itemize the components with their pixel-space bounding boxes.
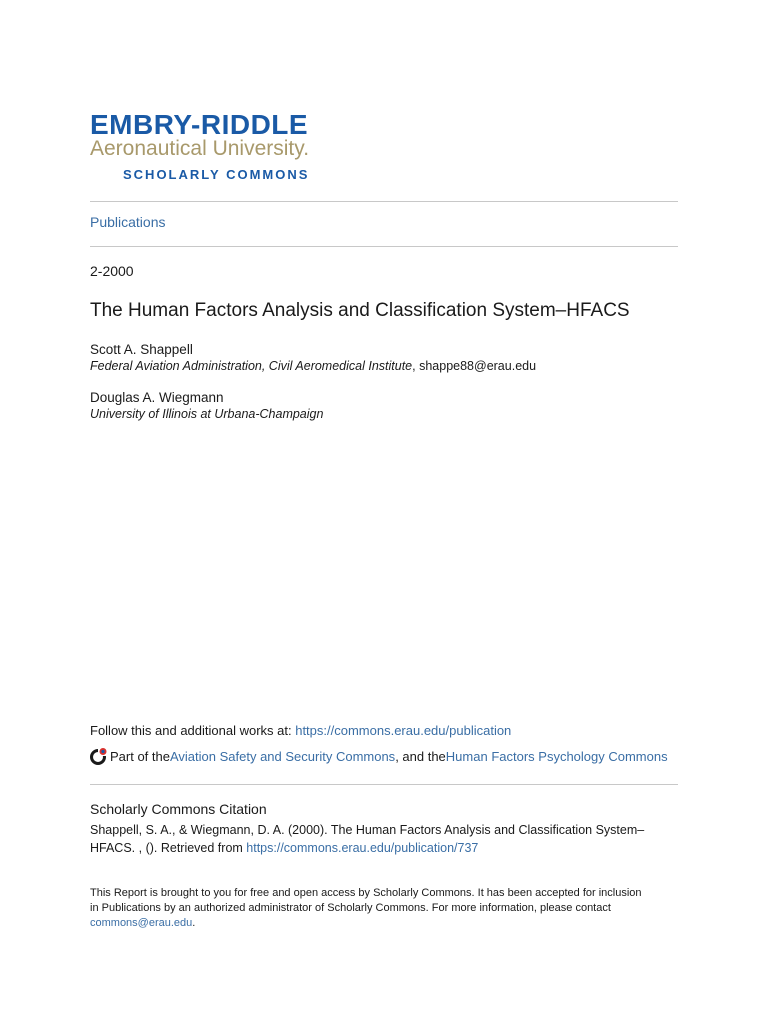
author-block <box>90 390 323 421</box>
citation-line: Shappell, S. A., & Wiegmann, D. A. (2000). The Human Factors Analysis and Classification System– <box>90 823 645 837</box>
document-title: The Human Factors Analysis and Classification System–HFACS <box>90 300 630 321</box>
follow-prefix: Follow this and additional works at: <box>90 723 296 738</box>
affiliation-name: Federal Aviation Administration, Civil Aeromedical Institute <box>90 359 413 373</box>
logo-university: Aeronautical University. <box>90 137 310 160</box>
follow-line <box>90 723 511 738</box>
access-note-line <box>90 916 680 931</box>
access-note-end: . <box>192 917 196 929</box>
author-name: Douglas A. Wiegmann <box>90 390 224 405</box>
logo-wordmark: EMBRY-RIDDLE <box>90 109 309 140</box>
access-note-line: in Publications by an authorized administrator of Scholarly Commons. For more information, please contact <box>90 902 611 914</box>
part-of-middle: , and the <box>395 748 446 764</box>
divider <box>90 201 678 202</box>
follow-url-link[interactable]: https://commons.erau.edu/publication <box>295 723 512 738</box>
access-note-line: This Report is brought to you for free and open access by Scholarly Commons. It has been accepted for inclusion <box>90 887 642 899</box>
citation-body <box>90 821 680 857</box>
creative-commons-icon <box>90 747 108 765</box>
citation-url-link[interactable]: https://commons.erau.edu/publication/737 <box>246 841 479 855</box>
citation-line <box>90 839 680 857</box>
divider <box>90 246 678 247</box>
citation-prefix: HFACS. , (). Retrieved from <box>90 841 247 855</box>
publication-date: 2-2000 <box>90 263 134 279</box>
part-of-line <box>90 747 668 765</box>
author-block <box>90 342 536 373</box>
erau-logo <box>90 110 370 185</box>
human-factors-commons-link[interactable]: Human Factors Psychology Commons <box>445 748 668 764</box>
aviation-safety-commons-link[interactable]: Aviation Safety and Security Commons <box>169 748 396 764</box>
publications-link[interactable]: Publications <box>90 214 166 230</box>
author-name: Scott A. Shappell <box>90 342 193 357</box>
author-affiliation <box>90 407 323 421</box>
part-of-prefix: Part of the <box>110 748 170 764</box>
divider <box>90 784 678 785</box>
contact-email-link[interactable]: commons@erau.edu <box>90 917 193 929</box>
author-email[interactable]: shappe88@erau.edu <box>419 359 537 373</box>
logo-scholarly-commons: SCHOLARLY COMMONS <box>123 167 310 182</box>
affiliation-name: University of Illinois at Urbana-Champaign <box>90 407 324 421</box>
author-affiliation: Federal Aviation Administration, Civil Aeromedical Institute, shappe88@erau.edu <box>90 359 537 373</box>
access-note <box>90 886 680 931</box>
citation-heading: Scholarly Commons Citation <box>90 801 267 817</box>
